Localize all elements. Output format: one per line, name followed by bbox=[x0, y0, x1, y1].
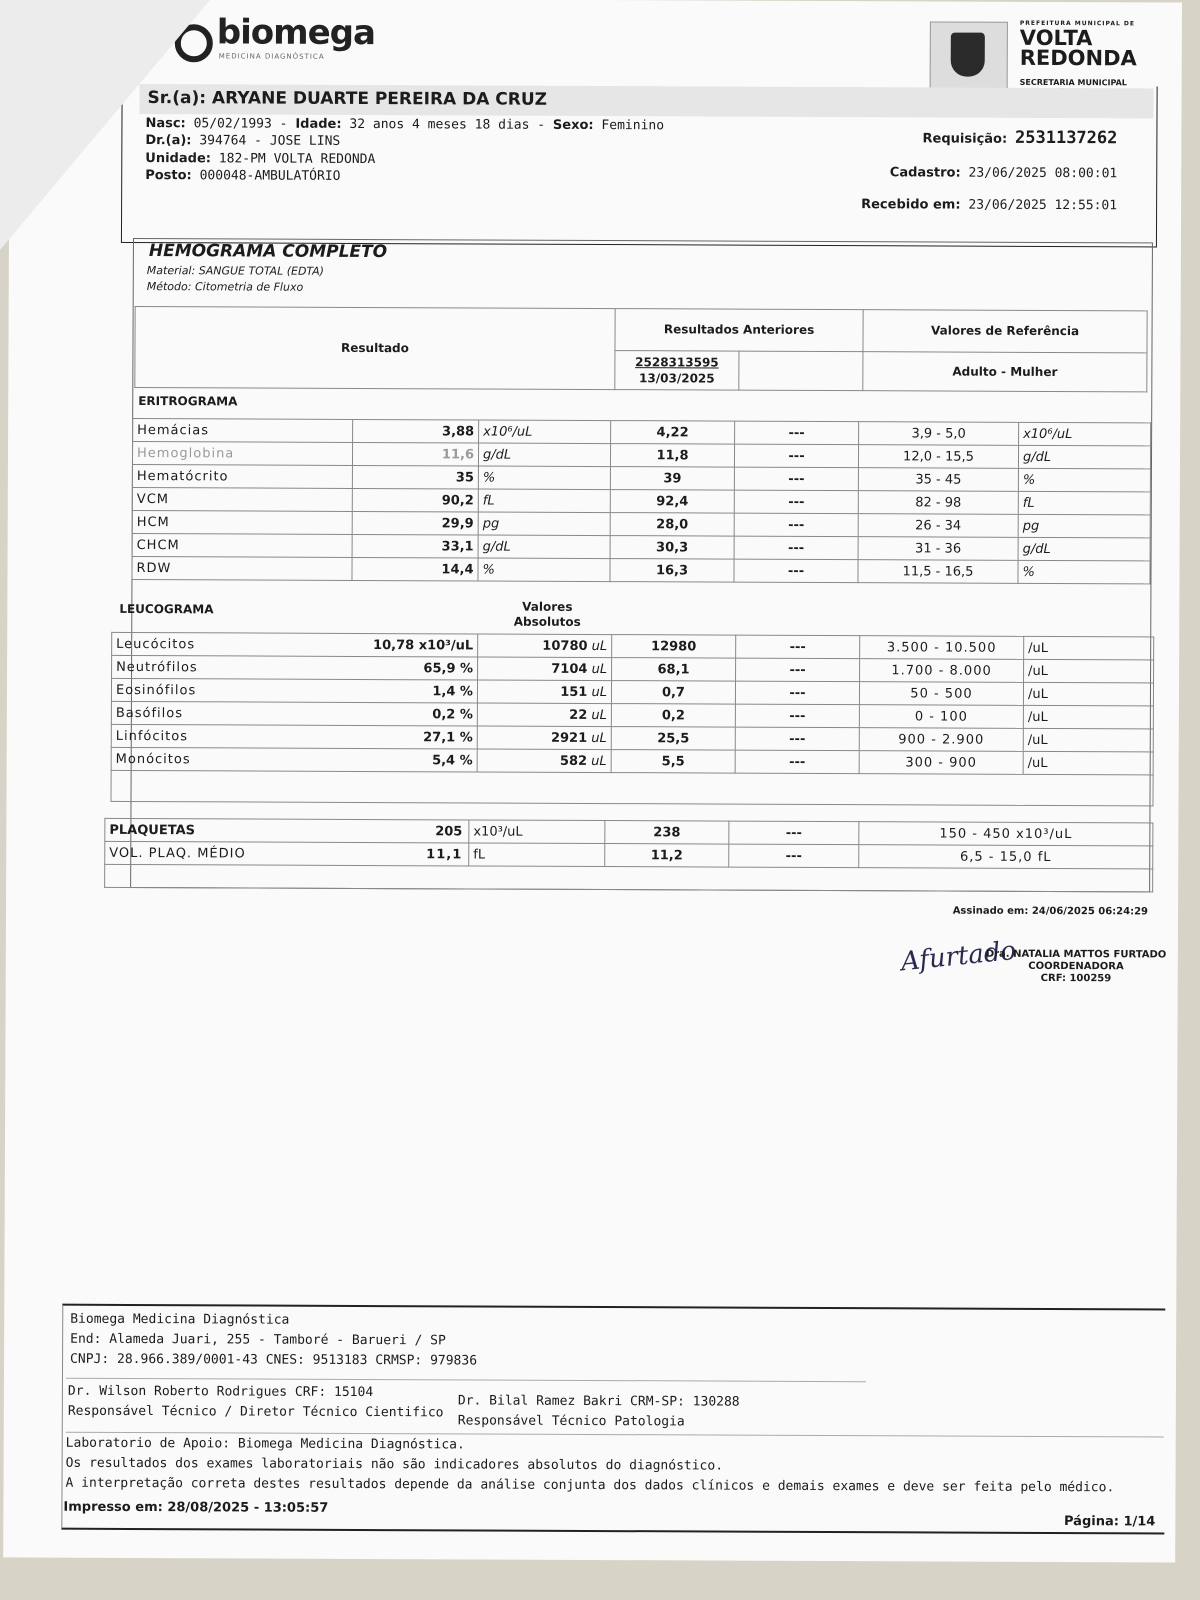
result-value: 1,4 % bbox=[231, 679, 477, 703]
spacer-row bbox=[111, 770, 1153, 806]
analyte-name: VOL. PLAQ. MÉDIO bbox=[109, 845, 246, 861]
anteriores-header: Resultados Anteriores bbox=[615, 309, 863, 352]
absolute-number: 7104 bbox=[551, 661, 588, 677]
doctor-line bbox=[145, 133, 340, 149]
result-value: 27,1 % bbox=[231, 725, 477, 749]
spacer-row bbox=[105, 864, 1153, 892]
absolute-number: 10780 bbox=[542, 638, 588, 654]
reference-unit: /uL bbox=[1023, 751, 1153, 775]
reference-unit: g/dL bbox=[1018, 537, 1150, 561]
results-header bbox=[134, 306, 1147, 392]
previous-value: 68,1 bbox=[612, 658, 736, 682]
unidade-value: 182-PM VOLTA REDONDA bbox=[218, 151, 376, 168]
absolute-unit: uL bbox=[591, 730, 607, 746]
analyte-name: Hematócrito bbox=[132, 464, 352, 488]
result-value: 205 bbox=[435, 823, 463, 839]
reference-unit: g/dL bbox=[1018, 445, 1150, 469]
analyte-name: Hemácias bbox=[133, 418, 353, 442]
result-unit: g/dL bbox=[478, 443, 610, 467]
absolute-value bbox=[477, 726, 611, 750]
result-value: 0,2 % bbox=[231, 702, 477, 726]
previous-empty: --- bbox=[734, 444, 858, 468]
metodo-line bbox=[147, 280, 304, 294]
eritrograma-title: ERITROGRAMA bbox=[138, 394, 238, 409]
previous-empty: --- bbox=[736, 658, 860, 682]
reference-unit: % bbox=[1018, 468, 1150, 492]
result-unit: x10⁶/uL bbox=[479, 420, 611, 444]
previous-value: 4,22 bbox=[611, 421, 735, 445]
pref-city bbox=[1020, 24, 1137, 69]
result-value: 5,4 % bbox=[231, 748, 477, 772]
previous-empty: --- bbox=[735, 704, 859, 728]
metodo-label: Método: bbox=[146, 280, 192, 294]
reference-range: 3.500 - 10.500 bbox=[860, 636, 1024, 660]
absolute-number: 151 bbox=[560, 684, 588, 700]
material-value: SANGUE TOTAL (EDTA) bbox=[198, 264, 324, 278]
reference-unit: pg bbox=[1018, 514, 1150, 538]
absolute-value bbox=[477, 680, 611, 704]
unidade-label: Unidade: bbox=[145, 151, 212, 167]
reference-range: 31 - 36 bbox=[858, 537, 1018, 561]
req-value: 2531137262 bbox=[1014, 127, 1118, 149]
sexo-value: Feminino bbox=[601, 118, 665, 134]
resultado-header: Resultado bbox=[135, 306, 615, 389]
absolute-number: 2921 bbox=[550, 730, 588, 746]
analyte-name: Linfócitos bbox=[111, 724, 231, 748]
absolute-unit: uL bbox=[591, 684, 608, 700]
result-value: 14,4 bbox=[352, 557, 478, 581]
reference-range: 12,0 - 15,5 bbox=[858, 445, 1018, 469]
prev-result-header bbox=[615, 350, 739, 390]
footer-note1: Os resultados dos exames laboratoriais não são indicadores absolutos do diagnóstico. bbox=[65, 1455, 724, 1474]
footer-company-block bbox=[70, 1310, 477, 1372]
result-value: 35 bbox=[352, 465, 478, 489]
rec-value: 23/06/2025 12:55:01 bbox=[968, 197, 1118, 214]
leucograma-title: LEUCOGRAMA bbox=[119, 601, 214, 617]
recebido-line bbox=[861, 197, 1117, 213]
result-unit: x10³/uL bbox=[469, 820, 605, 844]
absolute-number: 582 bbox=[559, 753, 588, 769]
analyte-name: RDW bbox=[132, 556, 352, 580]
result-value: 11,6 bbox=[352, 442, 478, 466]
report-sheet bbox=[3, 0, 1182, 1563]
previous-value: 238 bbox=[605, 821, 729, 845]
previous-value: 12980 bbox=[612, 635, 736, 659]
resp1-role: Responsável Técnico / Diretor Técnico Cientifico bbox=[67, 1403, 444, 1421]
reference-range: 11,5 - 16,5 bbox=[858, 560, 1018, 584]
signer-block bbox=[986, 949, 1167, 986]
result-value: 29,9 bbox=[352, 511, 478, 535]
result-unit: fL bbox=[478, 489, 610, 513]
cad-label: Cadastro: bbox=[889, 165, 961, 181]
absolutos-line1: Valores bbox=[522, 599, 573, 614]
analyte-name: Leucócitos bbox=[112, 632, 232, 656]
result-value: 3,88 bbox=[353, 419, 479, 443]
previous-empty: --- bbox=[735, 750, 859, 774]
pref-small-text: PREFEITURA MUNICIPAL DE bbox=[1019, 19, 1135, 28]
result-unit: % bbox=[478, 558, 610, 582]
resp1-name: Dr. Wilson Roberto Rodrigues CRF: 15104 bbox=[67, 1383, 374, 1401]
previous-value: 92,4 bbox=[610, 490, 734, 514]
absolute-value bbox=[478, 634, 612, 658]
analyte-name: Monócitos bbox=[111, 747, 231, 771]
dr-label: Dr.(a): bbox=[145, 133, 192, 149]
prefeitura-logo bbox=[930, 19, 1160, 92]
result-value: 10,78 x10³/uL bbox=[232, 633, 478, 657]
patient-name: Sr.(a): ARYANE DUARTE PEREIRA DA CRUZ bbox=[147, 88, 548, 110]
reference-range: 900 - 2.900 bbox=[859, 728, 1023, 752]
analyte-cell bbox=[105, 818, 469, 843]
previous-empty: --- bbox=[734, 536, 858, 560]
signer-role: COORDENADORA bbox=[1028, 960, 1124, 973]
idade-label: Idade: bbox=[295, 116, 342, 132]
analyte-name: VCM bbox=[132, 487, 352, 511]
previous-value: 0,7 bbox=[611, 681, 735, 705]
previous-value: 16,3 bbox=[610, 559, 734, 583]
metodo-value: Citometria de Fluxo bbox=[194, 280, 304, 294]
analyte-name: HCM bbox=[132, 510, 352, 534]
absolute-unit: uL bbox=[591, 707, 607, 723]
pref-sec-line1: SECRETARIA MUNICIPAL bbox=[1019, 77, 1127, 88]
city-crest-icon bbox=[930, 21, 1008, 91]
footer-resp1 bbox=[68, 1382, 444, 1424]
signed-date: Assinado em: 24/06/2025 06:24:29 bbox=[952, 905, 1149, 918]
previous-value: 11,2 bbox=[605, 844, 729, 868]
previous-empty: --- bbox=[729, 821, 859, 845]
analyte-name: Neutrófilos bbox=[112, 655, 232, 679]
footer-cnpj: CNPJ: 28.966.389/0001-43 CNES: 9513183 CRMSP: 979836 bbox=[70, 1351, 478, 1369]
footer-notes bbox=[65, 1434, 1114, 1499]
reference-unit: /uL bbox=[1023, 682, 1153, 706]
previous-value: 25,5 bbox=[611, 727, 735, 751]
reference-unit: x10⁶/uL bbox=[1019, 422, 1151, 446]
previous-empty: --- bbox=[729, 844, 859, 868]
handwritten-signature: Afurtado bbox=[899, 935, 1018, 978]
analyte-name: PLAQUETAS bbox=[109, 822, 196, 838]
reference-unit: /uL bbox=[1023, 728, 1153, 752]
previous-value: 39 bbox=[610, 467, 734, 491]
absolute-value bbox=[477, 749, 611, 773]
previous-value: 0,2 bbox=[611, 704, 735, 728]
reference-range: 82 - 98 bbox=[858, 491, 1018, 515]
reference-range: 26 - 34 bbox=[858, 514, 1018, 538]
absolutos-header bbox=[487, 600, 607, 631]
previous-value: 28,0 bbox=[610, 513, 734, 537]
absolute-unit: uL bbox=[591, 661, 608, 677]
reference-unit: /uL bbox=[1024, 636, 1154, 660]
result-value: 11,1 bbox=[426, 846, 463, 862]
result-unit: pg bbox=[478, 512, 610, 536]
analyte-name: Eosinófilos bbox=[111, 678, 231, 702]
pref-city-line2: REDONDA bbox=[1019, 45, 1137, 71]
plaquetas-table bbox=[104, 818, 1153, 893]
reference-unit: /uL bbox=[1024, 659, 1154, 683]
idade-value: 32 anos 4 meses 18 dias bbox=[349, 116, 530, 133]
reference-range: 300 - 900 bbox=[859, 751, 1023, 775]
material-line bbox=[147, 264, 324, 278]
result-value: 90,2 bbox=[352, 488, 478, 512]
patient-birth-line: Nasc: 05/02/1993 - Idade: 32 anos 4 meses 18 dias - Sexo: Feminino bbox=[145, 116, 665, 134]
absolutos-line2: Absolutos bbox=[513, 614, 581, 629]
resp2-role: Responsável Técnico Patologia bbox=[457, 1413, 685, 1430]
cad-value: 23/06/2025 08:00:01 bbox=[968, 165, 1118, 182]
table-row bbox=[105, 841, 1153, 869]
logo-name: biomega bbox=[216, 12, 376, 54]
nasc-value: 05/02/1993 bbox=[193, 116, 272, 132]
prev-date: 13/03/2025 bbox=[639, 370, 715, 386]
referencia-header: Valores de Referência bbox=[863, 310, 1147, 353]
page-number: Página: 1/14 bbox=[1063, 1514, 1156, 1530]
spacer-cell bbox=[111, 770, 1153, 806]
previous-empty: --- bbox=[734, 490, 858, 514]
previous-empty: --- bbox=[735, 681, 859, 705]
absolute-unit: uL bbox=[591, 753, 607, 769]
logo-subtitle: MEDICINA DIAGNÓSTICA bbox=[218, 52, 325, 61]
unidade-line bbox=[145, 151, 375, 167]
table-row bbox=[132, 556, 1150, 583]
rec-label: Recebido em: bbox=[861, 197, 961, 213]
previous-empty: --- bbox=[735, 727, 859, 751]
analyte-name: Hemoglobina bbox=[132, 441, 352, 465]
posto-label: Posto: bbox=[145, 168, 192, 184]
reference-unit: % bbox=[1018, 560, 1150, 584]
absolute-number: 22 bbox=[569, 707, 588, 723]
prev-id: 2528313595 bbox=[635, 354, 719, 370]
spacer-cell bbox=[105, 864, 1153, 892]
exam-title: HEMOGRAMA COMPLETO bbox=[148, 241, 388, 263]
previous-empty: --- bbox=[734, 513, 858, 537]
signer-name: Dra. NATALIA MATTOS FURTADO bbox=[985, 948, 1167, 961]
result-unit: fL bbox=[469, 843, 605, 867]
previous-value: 5,5 bbox=[611, 750, 735, 774]
reference-range: 1.700 - 8.000 bbox=[860, 659, 1024, 683]
footer-company: Biomega Medicina Diagnóstica bbox=[70, 1311, 290, 1328]
pref-city-line1: VOLTA bbox=[1019, 25, 1093, 51]
absolute-value bbox=[478, 657, 612, 681]
reference-unit: /uL bbox=[1023, 705, 1153, 729]
result-value: 33,1 bbox=[352, 534, 478, 558]
leucograma-table bbox=[110, 632, 1154, 807]
cadastro-line bbox=[890, 165, 1118, 181]
reference-range: 6,5 - 15,0 fL bbox=[859, 845, 1153, 869]
eritrograma-table bbox=[131, 418, 1151, 584]
posto-line bbox=[145, 168, 340, 184]
analyte-name: CHCM bbox=[132, 533, 352, 557]
previous-value: 30,3 bbox=[610, 536, 734, 560]
result-unit: % bbox=[478, 466, 610, 490]
footer-note2: A interpretação correta destes resultados depende da análise conjunta dos dados clínicos e demais exames e deve ser feita pelo médico. bbox=[65, 1475, 1115, 1496]
reference-range: 3,9 - 5,0 bbox=[859, 422, 1019, 446]
result-unit: g/dL bbox=[478, 535, 610, 559]
analyte-name: Basófilos bbox=[111, 701, 231, 725]
footer-resp2 bbox=[458, 1391, 740, 1432]
printed-date: Impresso em: 28/08/2025 - 13:05:57 bbox=[63, 1499, 329, 1516]
reference-range: 35 - 45 bbox=[858, 468, 1018, 492]
reference-unit: fL bbox=[1018, 491, 1150, 515]
previous-empty: --- bbox=[734, 559, 858, 583]
dr-value: 394764 - JOSE LINS bbox=[199, 133, 341, 149]
previous-empty: --- bbox=[734, 467, 858, 491]
previous-empty: --- bbox=[736, 635, 860, 659]
material-label: Material: bbox=[146, 264, 196, 278]
previous-empty: --- bbox=[735, 421, 859, 445]
posto-value: 000048-AMBULATÓRIO bbox=[199, 168, 341, 184]
sexo-label: Sexo: bbox=[552, 117, 594, 133]
nasc-label: Nasc: bbox=[145, 116, 186, 132]
ref-group-header: Adulto - Mulher bbox=[863, 351, 1147, 392]
reference-range: 150 - 450 x10³/uL bbox=[859, 822, 1153, 846]
signer-crf: CRF: 100259 bbox=[1040, 972, 1112, 985]
footer-address: End: Alameda Juari, 255 - Tamboré - Barueri / SP bbox=[70, 1331, 446, 1349]
previous-value: 11,8 bbox=[610, 444, 734, 468]
absolute-value bbox=[477, 703, 611, 727]
reference-range: 50 - 500 bbox=[859, 682, 1023, 706]
reference-range: 0 - 100 bbox=[859, 705, 1023, 729]
req-label: Requisição: bbox=[922, 131, 1008, 147]
result-value: 65,9 % bbox=[232, 656, 478, 680]
resp2-name: Dr. Bilal Ramez Bakri CRM-SP: 130288 bbox=[457, 1393, 740, 1410]
footer-apoio: Laboratorio de Apoio: Biomega Medicina Diagnóstica. bbox=[65, 1435, 465, 1453]
absolute-unit: uL bbox=[591, 638, 608, 654]
prev-empty-header bbox=[739, 351, 863, 391]
analyte-cell bbox=[105, 841, 469, 866]
requisicao-line bbox=[923, 127, 1118, 148]
